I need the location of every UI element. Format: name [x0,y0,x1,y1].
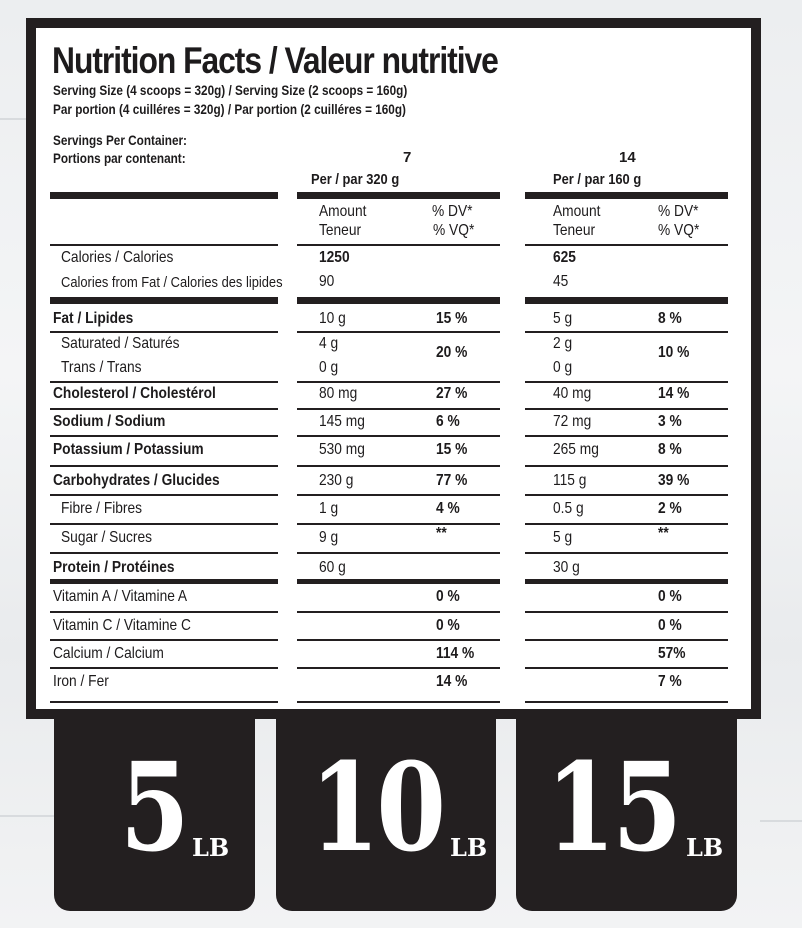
vitamin-dv: 0 % [436,588,460,605]
nutrient-dv: 6 % [436,413,460,430]
divider [297,331,500,333]
divider [297,552,500,554]
mineral-label-calcium: Calcium / Calcium [53,645,164,662]
divider-thick [525,192,728,199]
calories-value-col2: 625 [553,249,576,266]
divider [525,244,728,246]
vitamin-dv: 0 % [658,617,682,634]
dv-header-en-col1: % DV* [432,203,473,220]
vitamin-dv: 0 % [436,617,460,634]
nutrient-amount: 0 g [319,359,339,376]
nutrient-amount: 5 g [553,310,573,327]
per-amount-col2: Per / par 160 g [553,171,642,188]
nutrient-dv: ** [436,525,447,542]
divider [50,494,278,496]
divider [297,523,500,525]
nutrient-amount: 0 g [553,359,573,376]
nutrient-amount: 2 g [553,335,573,352]
divider [50,408,278,410]
divider [297,435,500,437]
divider [525,331,728,333]
vitamin-dv: 7 % [658,673,682,690]
sat-trans-dv-col1: 20 % [436,344,468,361]
servings-count-col1: 7 [403,149,412,166]
nutrition-label-frame [26,18,761,719]
nutrient-amount: 1 g [319,500,339,517]
nutrient-amount: 265 mg [553,441,599,458]
nutrient-dv: 8 % [658,441,682,458]
divider [525,494,728,496]
divider [297,465,500,467]
nutrient-dv: 14 % [658,385,690,402]
divider [525,552,728,554]
divider [297,611,500,613]
divider [525,667,728,669]
vitamin-label-c: Vitamin C / Vitamine C [53,617,191,634]
servings-label-en: Servings Per Container: [53,132,187,148]
divider-thick [525,579,728,584]
size-number: 15 [546,735,679,879]
label-title: Nutrition Facts / Valeur nutritive [52,40,498,81]
nutrient-label-cholesterol: Cholesterol / Cholestérol [53,385,216,402]
nutrient-amount: 30 g [553,559,580,576]
divider [297,667,500,669]
size-tab-15lb[interactable] [516,718,737,911]
dv-header-fr-col2: % VQ* [658,222,700,239]
divider [297,244,500,246]
nutrient-label-sugar: Sugar / Sucres [61,529,153,546]
amount-header-en-col2: Amount [553,203,601,220]
dv-header-en-col2: % DV* [658,203,699,220]
calories-fat-value-col2: 45 [553,273,569,290]
nutrient-amount: 230 g [319,472,354,489]
nutrient-amount: 9 g [319,529,339,546]
nutrient-dv: 4 % [436,500,460,517]
nutrient-dv: 27 % [436,385,468,402]
nutrient-label-carbohydrates: Carbohydrates / Glucides [53,472,220,489]
size-unit: LB [192,833,230,862]
amount-header-fr-col2: Teneur [553,222,596,239]
nutrient-label-trans: Trans / Trans [61,359,142,376]
divider [525,465,728,467]
sat-trans-dv-col2: 10 % [658,344,690,361]
divider [50,381,278,383]
nutrient-dv: 15 % [436,310,468,327]
nutrition-label [36,28,751,709]
nutrient-amount: 72 mg [553,413,592,430]
nutrient-amount: 60 g [319,559,346,576]
divider-thick [297,579,500,584]
size-unit: LB [686,833,724,862]
calories-fat-value-col1: 90 [319,273,335,290]
divider [525,381,728,383]
size-tab-5lb[interactable] [54,718,255,911]
divider [50,523,278,525]
nutrient-label-protein: Protein / Protéines [53,559,175,576]
nutrient-label-sodium: Sodium / Sodium [53,413,166,430]
nutrient-label-saturated: Saturated / Saturés [61,335,180,352]
divider [50,701,278,703]
nutrient-amount: 145 mg [319,413,365,430]
serving-size-fr: Par portion (4 cuilléres = 320g) / Par portion (2 cuilléres = 160g) [53,101,406,117]
nutrient-dv: 77 % [436,472,468,489]
divider [525,523,728,525]
divider [50,244,278,246]
nutrient-amount: 530 mg [319,441,365,458]
divider [50,552,278,554]
calories-fat-label: Calories from Fat / Calories des lipides [61,274,283,291]
vitamin-dv: 114 % [436,645,475,662]
nutrient-amount: 40 mg [553,385,592,402]
calories-value-col1: 1250 [319,249,350,266]
dv-header-fr-col1: % VQ* [433,222,475,239]
divider-thick [297,297,500,304]
nutrient-dv: 8 % [658,310,682,327]
divider [50,611,278,613]
nutrient-amount: 4 g [319,335,339,352]
nutrient-amount: 115 g [553,472,587,489]
divider [525,701,728,703]
divider-thick [50,192,278,199]
nutrient-label-fat: Fat / Lipides [53,310,134,327]
divider-thick [525,297,728,304]
divider-thick [50,297,278,304]
divider-thick [297,192,500,199]
serving-size-en: Serving Size (4 scoops = 320g) / Serving Size (2 scoops = 160g) [53,82,408,98]
servings-label-fr: Portions par contenant: [53,150,186,166]
servings-count-col2: 14 [619,149,636,166]
divider [50,465,278,467]
divider [525,435,728,437]
nutrient-dv: 39 % [658,472,690,489]
vitamin-dv: 0 % [658,588,682,605]
amount-header-en-col1: Amount [319,203,367,220]
nutrient-amount: 0.5 g [553,500,584,517]
divider [50,639,278,641]
vitamin-label-a: Vitamin A / Vitamine A [53,588,188,605]
divider [50,331,278,333]
per-amount-col1: Per / par 320 g [311,171,400,188]
divider [525,611,728,613]
divider [297,639,500,641]
nutrient-label-fibre: Fibre / Fibres [61,500,143,517]
divider [50,667,278,669]
nutrient-label-potassium: Potassium / Potassium [53,441,204,458]
nutrient-dv: 15 % [436,441,468,458]
nutrient-amount: 80 mg [319,385,358,402]
divider [525,639,728,641]
divider [297,701,500,703]
mineral-label-iron: Iron / Fer [53,673,109,690]
nutrient-dv: ** [658,525,669,542]
nutrient-dv: 3 % [658,413,682,430]
amount-header-fr-col1: Teneur [319,222,362,239]
divider [297,408,500,410]
divider [297,494,500,496]
calories-label: Calories / Calories [61,249,174,266]
nutrient-amount: 10 g [319,310,346,327]
divider-thick [50,579,278,584]
divider [297,381,500,383]
size-tab-10lb[interactable] [276,718,496,911]
divider [525,408,728,410]
vitamin-dv: 57% [658,645,686,662]
nutrient-dv: 2 % [658,500,682,517]
vitamin-dv: 14 % [436,673,468,690]
size-number: 5 [120,735,187,879]
size-selector [0,718,802,928]
nutrient-amount: 5 g [553,529,573,546]
size-unit: LB [450,833,488,862]
divider [50,435,278,437]
size-number: 10 [310,735,443,879]
